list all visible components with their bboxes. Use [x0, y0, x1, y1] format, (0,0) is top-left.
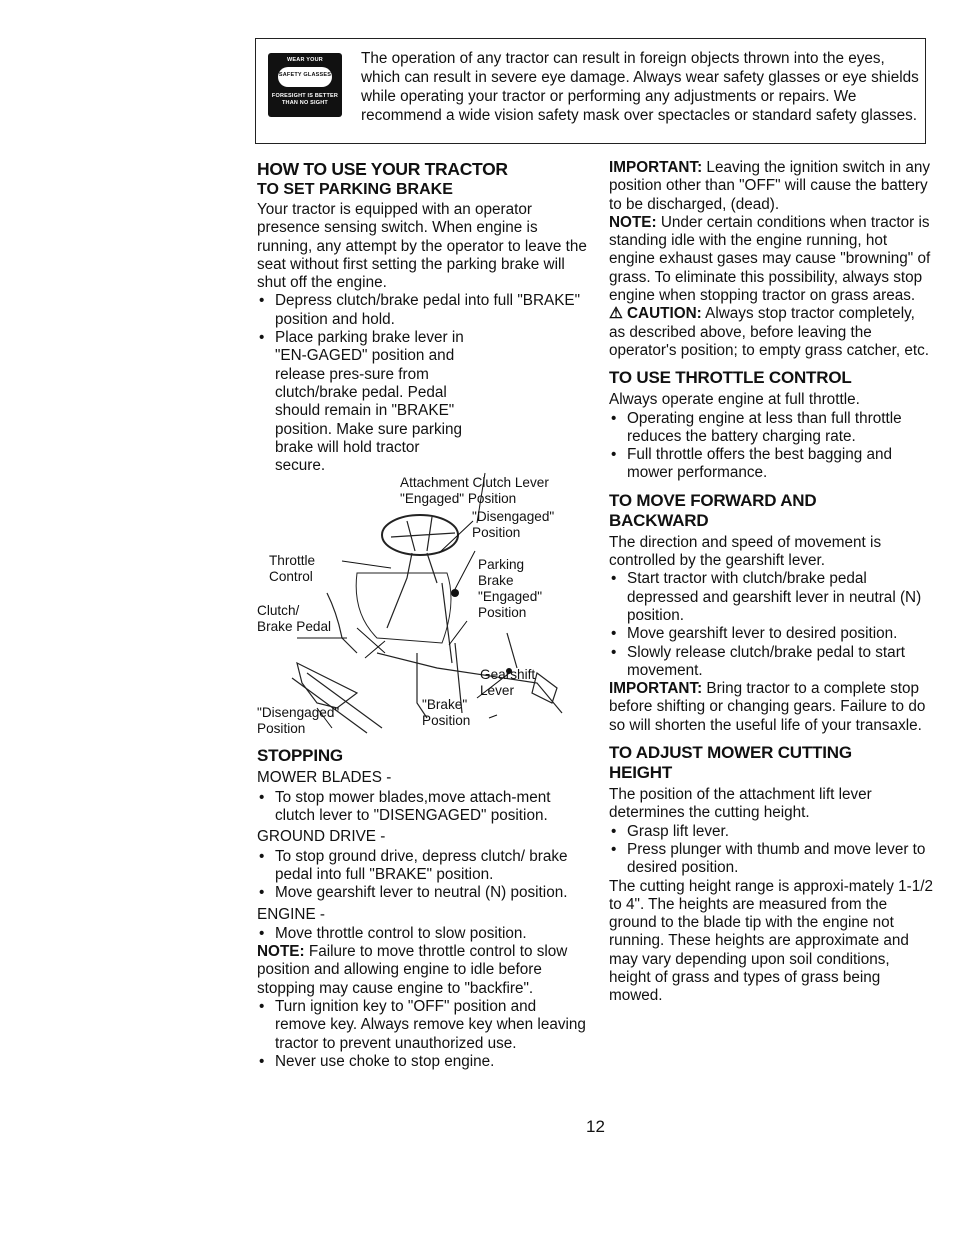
warning-text: The operation of any tractor can result in foreign objects thrown into the eyes, which can result in severe eye damage. Always wear safety glasses or eye shields while operating your tractor or performing any adjustments or repairs. We recommend a wide vision safety mask over spectacles or standard safety glasses.	[361, 50, 919, 124]
throttle-steps	[609, 410, 934, 483]
parking-brake-knob	[451, 589, 459, 597]
ground-drive-label: GROUND DRIVE -	[257, 828, 386, 846]
list-item: • Depress clutch/brake pedal into full "BRAKE" position and hold.	[257, 292, 587, 329]
list-item: • Move throttle control to slow position.	[257, 925, 587, 943]
browning-note: NOTE: Under certain conditions when tractor is standing idle with the engine running, hot engine exhaust gases may cause "browning" of grass. To eliminate this possibility, always stop engine when stopping tractor on grass areas.	[609, 213, 931, 305]
clutch-brake-pedal-label: Clutch/ Brake Pedal	[257, 603, 332, 635]
parking-brake-steps	[257, 292, 587, 475]
list-item: • Full throttle offers the best bagging and mower performance.	[609, 446, 934, 483]
brake-position-label: "Brake" Position	[422, 697, 471, 729]
list-item: • Move gearshift lever to desired position.	[609, 625, 934, 643]
throttle-control-label: Throttle Control	[269, 553, 316, 585]
safety-glasses-icon: WEAR YOUR SAFETY GLASSES FORESIGHT IS BETTER THAN NO SIGHT	[268, 53, 342, 117]
ignition-important: IMPORTANT: Leaving the ignition switch in any position other than "OFF" will cause the battery to be discharged, (dead).	[609, 159, 931, 213]
parking-brake-label: Parking Brake "Engaged" Position	[478, 557, 543, 621]
safety-warning-box	[255, 38, 926, 144]
throttle-heading: TO USE THROTTLE CONTROL	[609, 368, 852, 388]
cutting-height-intro: The position of the attachment lift lever determines the cutting height.	[609, 786, 872, 822]
engine-note: NOTE: Failure to move throttle control to slow position and allowing engine to idle before stopping may cause engine to "backfire".	[257, 943, 568, 997]
engine-steps	[257, 925, 587, 943]
mower-blades-steps	[257, 789, 587, 826]
stopping-heading: STOPPING	[257, 746, 343, 766]
right-column	[609, 159, 934, 1006]
list-item: • To stop ground drive, depress clutch/ brake pedal into full "BRAKE" position.	[257, 848, 587, 885]
list-item: • To stop mower blades,move attach-ment clutch lever to "DISENGAGED" position.	[257, 789, 587, 826]
cutting-height-heading: TO ADJUST MOWER CUTTING HEIGHT	[609, 743, 852, 783]
mower-blades-label: MOWER BLADES -	[257, 769, 392, 787]
section-title: HOW TO USE YOUR TRACTOR	[257, 159, 508, 179]
list-item: • Grasp lift lever.	[609, 823, 934, 841]
page-number: 12	[586, 1117, 605, 1136]
warning-triangle-icon: ⚠	[609, 305, 627, 323]
list-item: • Operating engine at less than full throttle reduces the battery charging rate.	[609, 410, 934, 447]
shifting-important: IMPORTANT: Bring tractor to a complete stop before shifting or changing gears. Failure to do so will shorten the useful life of your transaxle.	[609, 680, 926, 734]
attachment-clutch-label: Attachment Clutch Lever "Engaged" Position	[400, 475, 549, 507]
parking-brake-heading: TO SET PARKING BRAKE	[257, 181, 453, 198]
cutting-height-steps	[609, 823, 934, 878]
list-item: • Turn ignition key to "OFF" position and remove key. Always remove key when leaving tractor to prevent unauthorized use.	[257, 998, 587, 1053]
cutting-height-range: The cutting height range is approxi-mately 1-1/2 to 4". The heights are measured from the ground to the blade tip with the engine not running. These heights are approximate and may vary depending upon soil conditions, height of grass and types of grass being mowed.	[609, 877, 933, 1005]
parking-brake-intro: Your tractor is equipped with an operator presence sensing switch. When engine is running, any attempt by the operator to leave the seat without first setting the parking brake will shut off the engine.	[257, 201, 587, 292]
list-item: • Place parking brake lever in "EN-GAGED" position and release pres-sure from clutch/brake pedal. Pedal should remain in "BRAKE" position. Make sure parking brake will hold tractor secure.	[257, 329, 587, 475]
ground-drive-steps	[257, 848, 587, 903]
move-steps	[609, 570, 934, 680]
move-heading: TO MOVE FORWARD AND BACKWARD	[609, 490, 817, 530]
list-item: • Move gearshift lever to neutral (N) position.	[257, 884, 587, 902]
throttle-intro: Always operate engine at full throttle.	[609, 391, 860, 409]
icon-slogan-line-2: THAN NO SIGHT	[282, 100, 328, 106]
caution-note: ⚠ CAUTION: Always stop tractor completely, as described above, before leaving the operator's position; to empty grass catcher, etc.	[609, 305, 930, 359]
list-item: • Press plunger with thumb and move lever to desired position.	[609, 841, 934, 878]
gearshift-lever-label: Gearshift Lever	[480, 667, 536, 699]
icon-slogan-line-1: FORESIGHT IS BETTER	[271, 93, 339, 99]
tractor-controls-diagram	[257, 453, 587, 743]
move-intro: The direction and speed of movement is controlled by the gearshift lever.	[609, 533, 882, 570]
list-item: • Start tractor with clutch/brake pedal depressed and gearshift lever in neutral (N) position.	[609, 570, 934, 625]
engine-label: ENGINE -	[257, 905, 325, 923]
list-item: • Slowly release clutch/brake pedal to start movement.	[609, 644, 934, 681]
left-column	[257, 158, 587, 1071]
engine-steps-continued	[257, 998, 587, 1071]
disengaged-top-label: "Disengaged" Position	[472, 509, 555, 541]
list-item: • Never use choke to stop engine.	[257, 1053, 587, 1071]
disengaged-bottom-label: "Disengaged" Position	[257, 705, 340, 737]
